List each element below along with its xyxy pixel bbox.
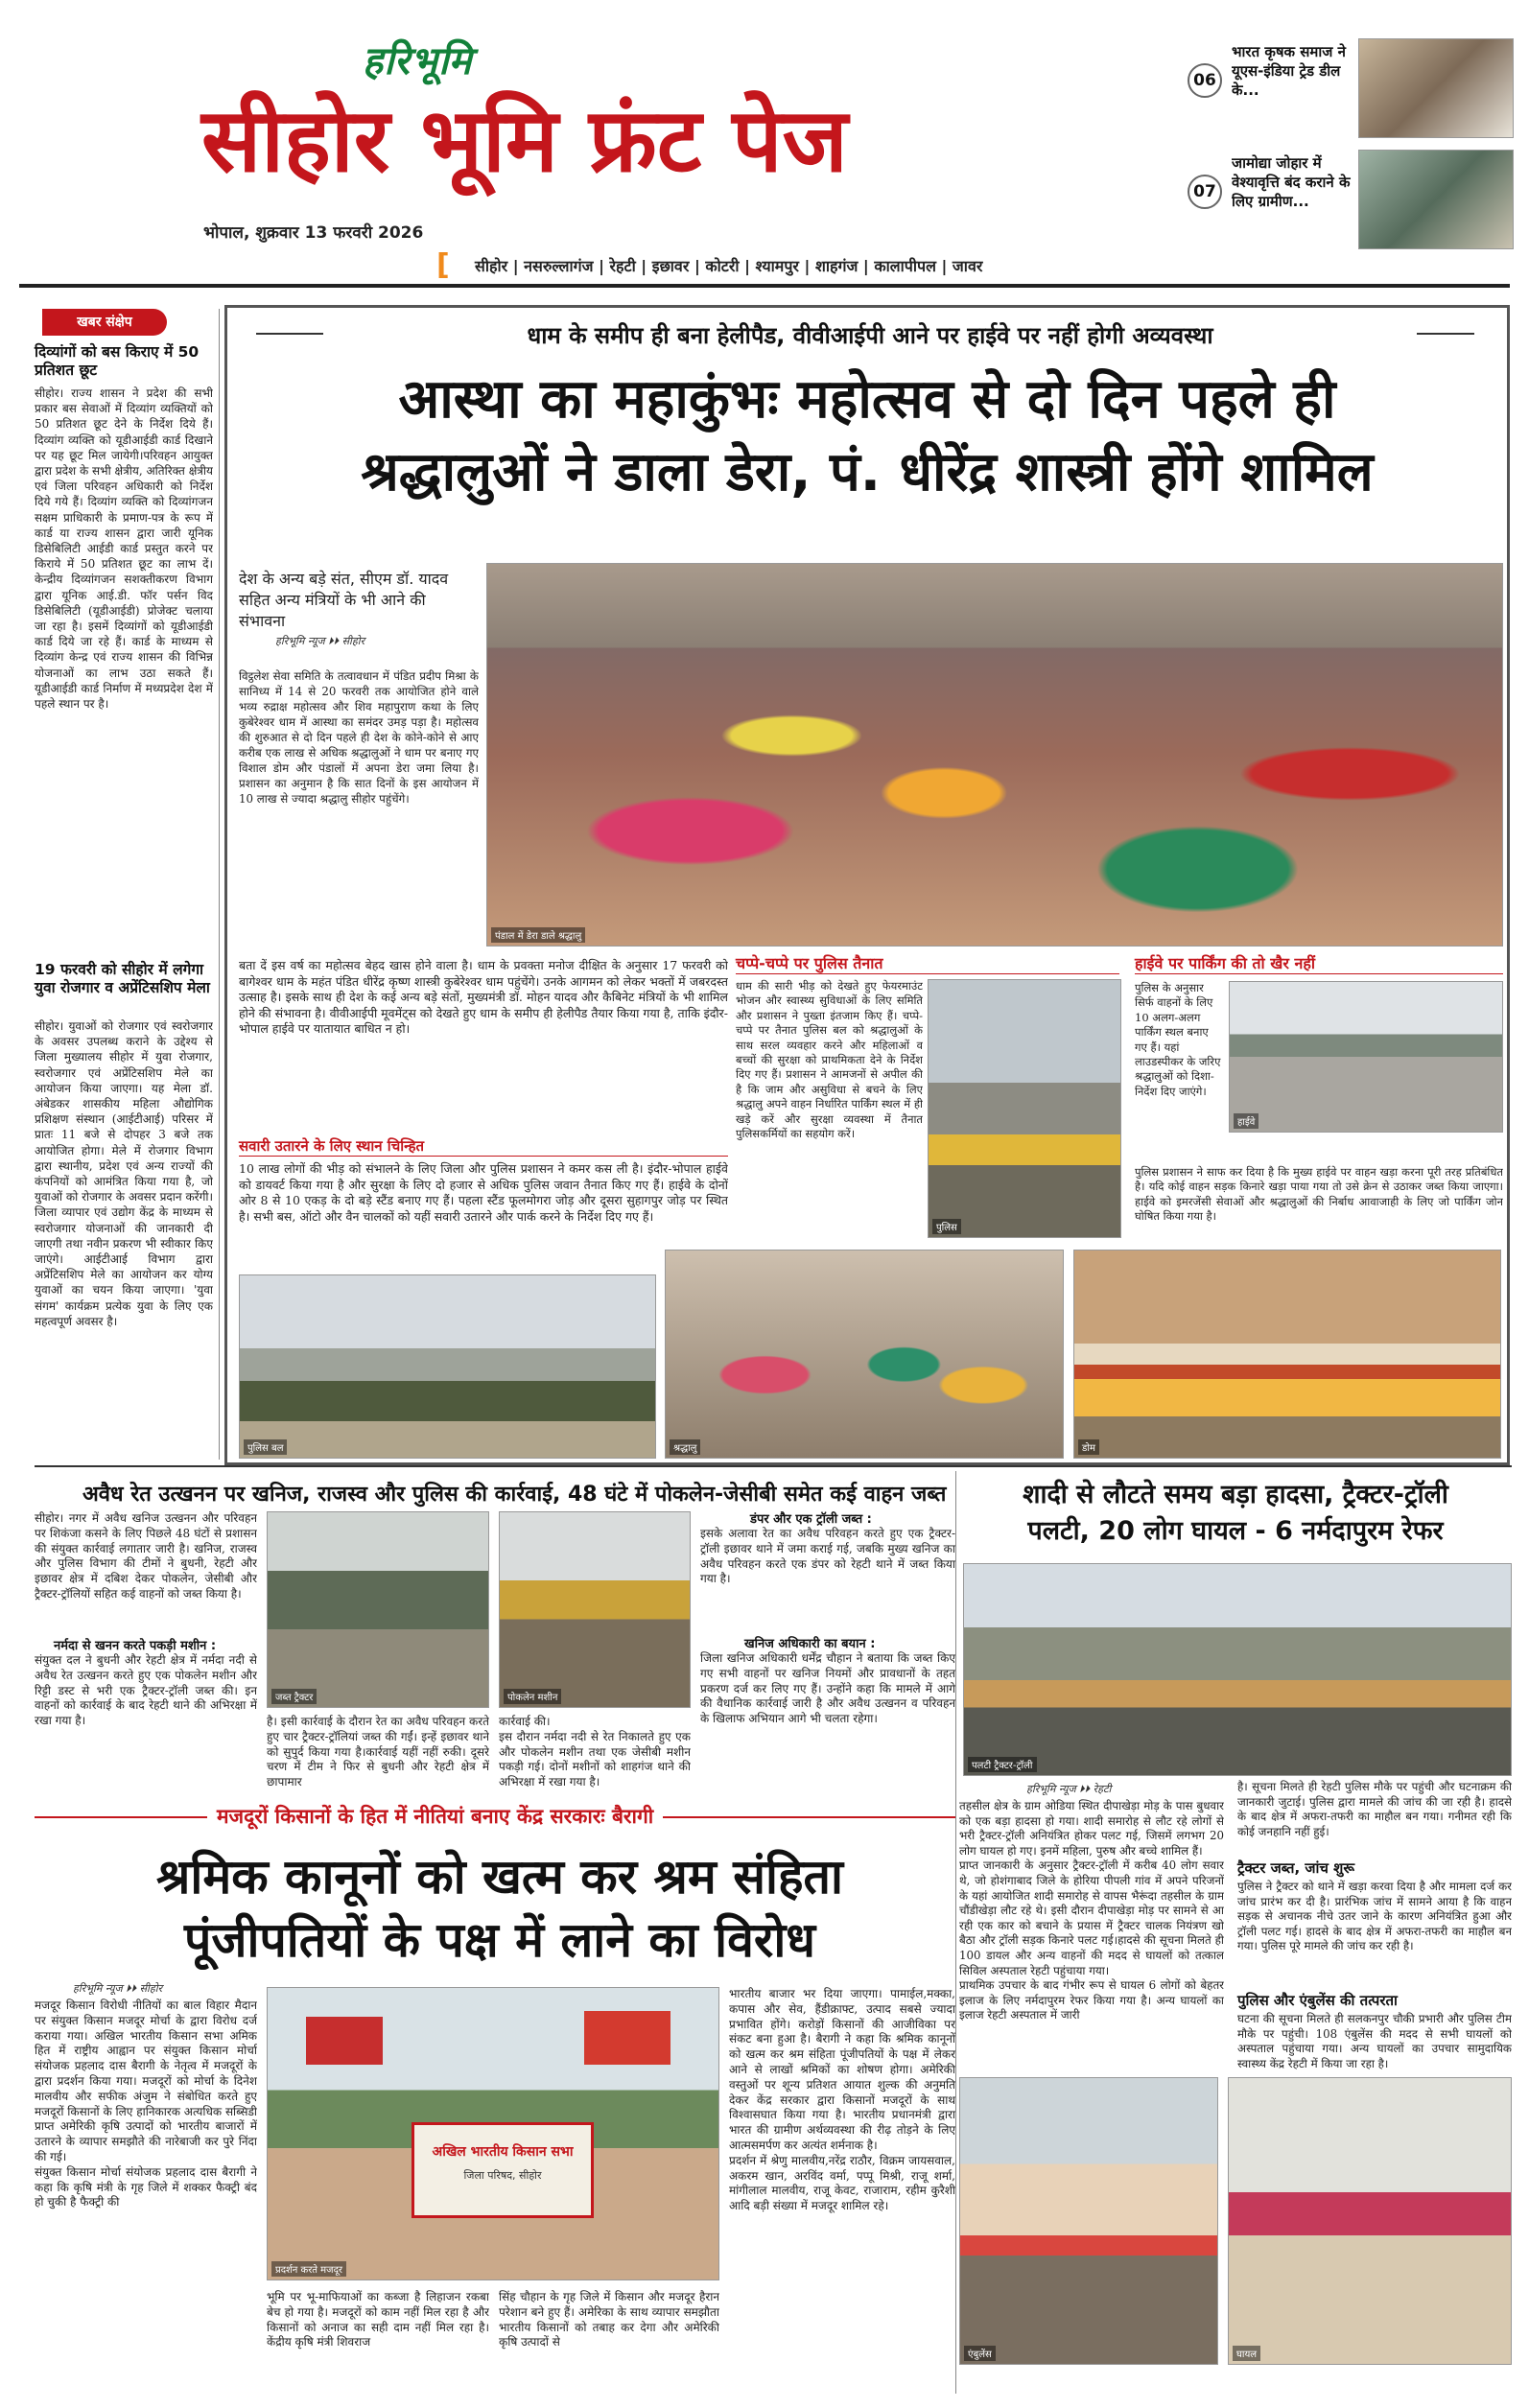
highway-photo	[1229, 981, 1503, 1133]
labour-body: मजदूर किसान विरोधी नीतियों का बाल विहार मैदान पर संयुक्त किसान मजदूर मोर्चा के द्वारा विरोध दर्ज कराया गया। अखिल भारतीय किसान सभा अमिक हित में राष्ट्रीय आह्वान पर संयुक्त किसान मोर्चा संयोजक प्रहलाद दास बैरागी के नेतृत्व में मजदूरों के द्वारा प्रदर्शन किया गया। मजदूरों को मोर्चा के दिनेश मालवीय और सफीक अंजुम ने संबोधित करते हुए मजदूरों किसानों के लिए हानिकारक अत्यधिक सब्सिडी प्राप्त अमेरिकी कृषि उत्पादों को भारतीय बाजारों में उतारने के व्यापार समझौते की नारेबाजी कर पुरे निंदा की गई। संयुक्त किसान मोर्चा संयोजक प्रहलाद दास बैरागी ने कहा कि कृषि मंत्री के गृह जिले में शक्कर फैक्ट्री बंद हो चुकी है फैक्ट्री की	[35, 1999, 257, 2209]
police-box	[736, 952, 1121, 1240]
photo-caption: प्रदर्शन करते मजदूर	[271, 2261, 346, 2277]
teaser-photo	[1358, 38, 1514, 138]
brief-item-title: 19 फरवरी को सीहोर में लगेगा युवा रोजगार व अप्रेंटिसशिप मेला	[35, 961, 210, 996]
town-item[interactable]: रेहटी	[609, 257, 636, 275]
teaser-text: जामोद्या जोहार में वेश्यावृत्ति बंद कराने के लिए ग्रामीण...	[1232, 154, 1351, 210]
teaser-text: भारत कृषक समाज ने यूएस-इंडिया ट्रेड डील के...	[1232, 43, 1346, 99]
accident-headline: शादी से लौटते समय बड़ा हादसा, ट्रैक्टर-ट्रॉली	[1023, 1480, 1448, 1509]
sand-body: है। इसी कार्रवाई के दौरान रेत का अवैध परिवहन करते हुए चार ट्रैक्टर-ट्रॉलियां जब्त की गईं। इन्हें इछावर थाने को सुपुर्द किया गया है।कार्रवाई यहीं नहीं रुकी। दूसरे चरण में टीम ने फिर से बुधनी और रेहटी क्षेत्र में छापामार	[267, 1715, 489, 1789]
sand-body: इसके अलावा रेत का अवैध परिवहन करते हुए एक ट्रैक्टर-ट्रॉली इछावर थाने में जमा कराई गई, जबकि मुख्य खनिज का अवैध परिवहन करते एक डंपर को रेहटी थाने में जब्त किया गया है।	[700, 1527, 955, 1586]
photo-caption: पुलिस	[932, 1219, 961, 1234]
masthead	[0, 0, 1529, 288]
box-body: धाम की सारी भीड़ को देखते हुए फेयरमाउंट भोजन और स्वास्थ्य सुविधाओं के लिए समिति और प्रशासन ने पुख्ता इंतजाम किए हैं। चप्पे-चप्पे पर तैनात पुलिस बल को श्रद्धालुओं के साथ सरल व्यवहार करने और महिलाओं व बच्चों की सुरक्षा को प्राथमिकता देने के निर्देश दिए गए हैं। प्रशासन ने आमजनों से अपील की है कि जाम और असुविधा से बचने के लिए श्रद्धालु अपने वाहन निर्धारित पार्किंग स्थल में ही खड़े करें और सुरक्षा व्यवस्था में तैनात पुलिसकर्मियों का सहयोग करें।	[736, 979, 923, 1141]
photo-caption: पोकलेन मशीन	[504, 1689, 561, 1704]
accident-headline: पलटी, 20 लोग घायल - 6 नर्मदापुरम रेफर	[1027, 1516, 1444, 1546]
lead-deck: देश के अन्य बड़े संत, सीएम डॉ. यादव सहित अन्य मंत्रियों के भी आने की संभावना	[239, 570, 449, 630]
accident-story	[959, 1471, 1512, 2394]
brief-item-title: दिव्यांगों को बस किराए में 50 प्रतिशत छूट	[35, 343, 200, 379]
lead-body: बता दें इस वर्ष का महोत्सव बेहद खास होने वाला है। धाम के प्रवक्ता मनोज दीक्षित के अनुसार 17 फरवरी को बागेश्वर धाम के महंत पंडित धीरेंद्र कृष्ण शास्त्री कुबेरेश्वर धाम पहुंचेंगे। उनके आगमन को लेकर भक्तों में जबरदस्त उत्साह है। इसके साथ ही देश के कई अन्य बड़े संतों, मुख्यमंत्री डॉ. मोहन यादव और कैबिनेट मंत्रियों के भी शामिल होने की संभावना है। वीवीआईपी मूवमेंट्स को देखते हुए धाम के समीप ही हेलीपैड तैयार किया गया है, ताकि इंदौर-भोपाल हाईवे पर यातायात बाधित न हो।	[239, 958, 728, 1036]
photo-caption: पलटी ट्रैक्टर-ट्रॉली	[968, 1757, 1037, 1772]
dateline: भोपाल, शुक्रवार 13 फरवरी 2026	[203, 223, 424, 243]
accident-main-photo	[963, 1563, 1512, 1776]
town-item[interactable]: शाहगंज	[814, 257, 859, 275]
sand-body: जिला खनिज अधिकारी धर्मेंद्र चौहान ने बताया कि जब्त किए गए सभी वाहनों पर खनिज नियमों और प्रावधानों के तहत प्रकरण दर्ज कर लिए गए हैं। उन्होंने कहा कि मामले में आगे की वैधानिक कार्रवाई जारी है और अवैध उत्खनन व परिवहन के खिलाफ अभियान आगे भी चलता रहेगा।	[700, 1651, 955, 1726]
lead-main-photo	[486, 563, 1503, 947]
photo-caption: जब्त ट्रैक्टर	[271, 1689, 317, 1704]
photo-caption: पुलिस बल	[244, 1439, 287, 1455]
brief-item-body: सीहोर। राज्य शासन ने प्रदेश की सभी प्रकार बस सेवाओं में दिव्यांग व्यक्तियों को 50 प्रतिशत छूट देने के निर्देश दिये हैं। दिव्यांग व्यक्ति को यूडीआईडी कार्ड दिखाने पर यह छूट मिल जायेगी।परिवहन आयुक्त द्वारा प्रदेश के सभी क्षेत्रीय, अतिरिक्त क्षेत्रीय एवं जिला परिवहन अधिकारी को निर्देश दिये गये हैं। दिव्यांग व्यक्ति को दिव्यांगजन सक्षम प्राधिकारी के प्रमाण-पत्र के रूप में कार्ड या राज्य शासन द्वारा जारी यूनिक डिसेबिलिटी आईडी कार्ड प्रस्तुत करने पर किराये में 50 प्रतिशत छूट का लाभ दें।केन्द्रीय दिव्यांगजन सशक्तीकरण विभाग द्वारा यूनिक आई.डी. फॉर पर्सन विद डिसेबिलिटी (यूडीआईडी) प्रोजेक्ट चलाया जा रहा है। इसमें दिव्यांगों को यूडीआईडी कार्ड दिये जा रहे हैं। कार्ड के माध्यम से दिव्यांग केन्द्र एवं राज्य शासन की विभिन्न योजनाओं का लाभ उठा सकते हैं। यूडीआईडी कार्ड निर्माण में मध्यप्रदेश देश में पहले स्थान पर है।	[35, 386, 213, 712]
accident-byline: हरिभूमि न्यूज ⏵⏵ रेहटी	[1026, 1783, 1112, 1795]
sand-body: संयुक्त दल ने बुधनी और रेहटी क्षेत्र में नर्मदा नदी से अवैध रेत उत्खनन करते हुए एक पोकलेन मशीन और रिट्टी डस्ट से भरी एक ट्रैक्टर-ट्रॉली जब्त की। इन वाहनों को कार्रवाई के बाद रेहटी थाने की अभिरक्षा में रखा गया है।	[35, 1653, 257, 1728]
sand-photo	[499, 1511, 691, 1708]
town-item[interactable]: नसरुल्लागंज	[524, 257, 594, 275]
labour-story	[35, 1799, 955, 2394]
sand-body: कार्रवाई की। इस दौरान नर्मदा नदी से रेत निकालते हुए एक और पोकलेन मशीन तथा एक जेसीबी मशीन पकड़ी गई। दोनों मशीनों को शाहगंज थाने की अभिरक्षा में रखा गया है।	[499, 1715, 691, 1789]
lead-photo	[239, 1274, 656, 1459]
brief-item-body: सीहोर। युवाओं को रोजगार एवं स्वरोजगार के अवसर उपलब्ध कराने के उद्देश्य से जिला मुख्यालय सीहोर में युवा रोजगार, स्वरोजगार एवं अप्रेंटिसशिप मेले का आयोजन किया जाएगा। यह मेला डॉ. अंबेडकर शासकीय महिला औद्योगिक प्रशिक्षण संस्थान (आईटीआई) परिसर में प्रातः 11 बजे से दोपहर 3 बजे तक आयोजित होगा। मेले में रोजगार विभाग द्वारा स्थानीय, प्रदेश एवं अन्य राज्यों की कंपनियों को आमंत्रित किया गया है, जो युवाओं को रोजगार के अवसर प्रदान करेंगी। जिला व्यापार एवं उद्योग केंद्र के माध्यम से स्वरोजगार योजनाओं की जानकारी दी जाएगी तथा नवीन प्रकरण भी स्वीकार किए जाएंगे। आईटीआई विभाग द्वारा अप्रेंटिसशिप मेले का आयोजन कर योग्य युवाओं का चयन किया जाएगा। 'युवा संगम' कार्यक्रम प्रत्येक युवा के लिए एक महत्वपूर्ण अवसर है।	[35, 1019, 213, 1328]
labour-photo	[267, 1987, 719, 2280]
bracket-left: [	[436, 248, 450, 282]
teaser-2[interactable]	[1188, 150, 1514, 249]
teaser-1[interactable]	[1188, 38, 1514, 138]
sand-subhead: डंपर और एक ट्रॉली जब्त :	[750, 1512, 872, 1527]
lead-subhead	[239, 1136, 728, 1157]
accident-body: तहसील क्षेत्र के ग्राम ओडिया स्थित दीपाखेड़ा मोड़ के पास बुधवार को एक बड़ा हादसा हो गया। शादी समारोह से लौट रहे लोगों से भरी ट्रैक्टर-ट्रॉली अनियंत्रित होकर पलट गई, जिसमें लगभग 20 लोग घायल हो गए। इनमें महिला, पुरुष और बच्चे शामिल हैं। प्राप्त जानकारी के अनुसार ट्रैक्टर-ट्रॉली में करीब 40 लोग सवार थे, जो होशंगाबाद जिले के होरिया पीपली गांव में अपने परिजनों के यहां आयोजित शादी समारोह से वापस भैरूंदा तहसील के ग्राम चौंडीखेड़ा लौट रहे थे। इसी दौरान दीपाखेड़ा मोड़ पर सामने से आ रही एक कार को बचाने के प्रयास में ट्रैक्टर चालक नियंत्रण खो बैठा और ट्रॉली सड़क किनारे पलट गई।हादसे की सूचना मिलते ही 100 डायल और अन्य वाहनों की मदद से घायलों को तत्काल सिविल अस्पताल रेहटी पहुंचाया गया। प्राथमिक उपचार के बाद गंभीर रूप से घायल 6 लोगों को बेहतर इलाज के लिए नर्मदापुरम रेफर किया गया है। अन्य घायलों का इलाज रेहटी अस्पताल में जारी	[959, 1799, 1224, 2022]
banner-text: अखिल भारतीय किसान सभा	[432, 2144, 574, 2160]
labour-body: सिंह चौहान के गृह जिले में किसान और मजदूर हैरान परेशान बने हुए हैं। अमेरिका के साथ व्यापार समझौता भारतीय किसानों को तबाह कर देगा और अमेरिकी कृषि उत्पादों से	[499, 2290, 719, 2350]
box-title-rule	[1135, 973, 1503, 974]
teaser-photo	[1358, 150, 1514, 249]
lead-headline: श्रद्धालुओं ने डाला डेरा, पं. धीरेंद्र शास्त्री होंगे शामिल	[361, 441, 1374, 503]
page-title: सीहोर भूमि फ्रंट पेज	[201, 89, 848, 192]
photo-caption: श्रद्धालु	[670, 1439, 700, 1455]
accident-subhead: ट्रैक्टर जब्त, जांच शुरू	[1237, 1859, 1355, 1877]
labour-byline: हरिभूमि न्यूज ⏵⏵ सीहोर	[73, 1982, 163, 1995]
town-item[interactable]: सीहोर	[475, 257, 508, 275]
town-item[interactable]: कोटरी	[705, 257, 740, 275]
subhead-text: सवारी उतारने के लिए स्थान चिन्हित	[239, 1137, 425, 1155]
photo-caption: एंबुलेंस	[964, 2346, 996, 2361]
box-body: पुलिस प्रशासन ने साफ कर दिया है कि मुख्य हाईवे पर वाहन खड़ा करना पूरी तरह प्रतिबंधित है। यदि कोई वाहन सड़क किनारे खड़ा पाया गया तो उसे क्रेन से उठाकर जब्त किया जाएगा। हाईवे को इमरजेंसी सेवाओं और श्रद्धालुओं की निर्बाध आवाजाही के लिए जो पार्किंग जोन घोषित किया गया है।	[1135, 1165, 1503, 1224]
lead-body: विट्ठलेश सेवा समिति के तत्वावधान में पंडित प्रदीप मिश्रा के सानिध्य में 14 से 20 फरवरी तक आयोजित होने वाले भव्य रुद्राक्ष महोत्सव और शिव महापुराण कथा के लिए कुबेरेश्वर धाम में आस्था का समंदर उमड़ पड़ा है। महोत्सव की शुरुआत से दो दिन पहले ही देश के कोने-कोने से आए करीब एक लाख से अधिक श्रद्धालुओं ने धाम पर बनाए गए विशाल डोम और पंडालों में अपना डेरा जमा लिया है। प्रशासन का अनुमान है कि सात दिनों के इस आयोजन में 10 लाख से ज्यादा श्रद्धालु सीहोर पहुंचेंगे।	[239, 669, 479, 806]
teaser-page-badge: 06	[1188, 63, 1222, 98]
accident-body: है। सूचना मिलते ही रेहटी पुलिस मौके पर पहुंची और घटनाक्रम की जानकारी जुटाई। पुलिस द्वारा मामले की जांच की जा रही है। हादसे के बाद क्षेत्र में अफरा-तफरी का माहौल बन गया। गनीमत रही कि कोई जनहानि नहीं हुई।	[1237, 1780, 1512, 1838]
labour-headline: श्रमिक कानूनों को खत्म कर श्रम संहिता	[156, 1849, 843, 1905]
section-rule	[35, 1465, 1512, 1467]
column-divider	[219, 309, 220, 1460]
banner-sub: जिला परिषद, सीहोर	[463, 2169, 542, 2182]
sand-body: सीहोर। नगर में अवैध खनिज उत्खनन और परिवहन पर शिकंजा कसने के लिए पिछले 48 घंटों से प्रशासन की संयुक्त कार्रवाई लगातार जारी है। खनिज, राजस्व और पुलिस विभाग की टीमों ने बुधनी, रेहटी और इछावर क्षेत्र में दबिश देकर पोकलेन, जेसीबी और ट्रैक्टर-ट्रॉलियों सहित कई वाहनों को जब्त किया है।	[35, 1511, 257, 1601]
accident-photo	[1228, 2077, 1512, 2365]
lead-photo	[665, 1250, 1064, 1459]
towns-bar	[436, 248, 1511, 282]
column-divider	[955, 1471, 956, 2394]
labour-headline: पूंजीपतियों के पक्ष में लाने का विरोध	[183, 1912, 816, 1968]
sand-subhead: नर्मदा से खनन करते पकड़ी मशीन :	[54, 1639, 217, 1653]
protest-flag	[306, 2017, 383, 2065]
accident-photo	[959, 2077, 1218, 2365]
box-title: चप्पे-चप्पे पर पुलिस तैनात	[736, 954, 883, 972]
box-side: पुलिस के अनुसार सिर्फ वाहनों के लिए 10 अलग-अलग पार्किंग स्थल बनाए गए हैं। यहां लाउडस्पीकर के जरिए श्रद्धालुओं को दिशा-निर्देश दिए जाएंगे।	[1135, 981, 1221, 1098]
lead-headline: आस्था का महाकुंभः महोत्सव से दो दिन पहले ही	[398, 368, 1336, 431]
lead-story	[224, 305, 1510, 1465]
parking-box	[1135, 952, 1503, 1240]
labour-kicker: मजदूरों किसानों के हित में नीतियां बनाए केंद्र सरकारः बैरागी	[207, 1803, 663, 1830]
brief-column	[35, 309, 213, 1460]
protest-flag	[584, 2011, 670, 2065]
photo-caption: हाईवे	[1234, 1113, 1258, 1129]
lead-body: 10 लाख लोगों की भीड़ को संभालने के लिए जिला और पुलिस प्रशासन ने कमर कस ली है। इंदौर-भोपाल हाईवे को डायवर्ट किया गया है और सुरक्षा के लिए दो हजार से अधिक पुलिस जवान तैनात किए गए हैं। हाईवे के दोनों ओर 8 से 10 एकड़ के दो बड़े स्टैंड बनाए गए हैं। पहला स्टैंड फूलमोगरा जोड़ और दूसरा सुहागपुर जोड़ पर स्थित है। सभी बस, ऑटो और वैन चालकों को यहीं सवारी उतारने और पार्क करने के निर्देश दिए गए हैं।	[239, 1161, 728, 1224]
town-item[interactable]: श्यामपुर	[755, 257, 799, 275]
sand-story	[35, 1471, 955, 1807]
photo-caption: पंडाल में डेरा डाले श्रद्धालु	[491, 927, 585, 943]
brief-label: खबर संक्षेप	[42, 309, 167, 336]
town-item[interactable]: इछावर	[651, 257, 690, 275]
town-item[interactable]: जावर	[952, 257, 983, 275]
photo-caption: घायल	[1233, 2346, 1260, 2361]
labour-body: भूमि पर भू-माफियाओं का कब्जा है लिहाजन रकबा बेच हो गया है। मजदूरों को काम नहीं मिल रहा है और किसानों को अनाज का सही दाम नहीं मिल रहा है। केंद्रीय कृषि मंत्री शिवराज	[267, 2290, 489, 2350]
sand-headline: अवैध रेत उत्खनन पर खनिज, राजस्व और पुलिस की कार्रवाई, 48 घंटे में पोकलेन-जेसीबी समेत कई वाहन जब्त	[82, 1483, 947, 1507]
box-title: हाईवे पर पार्किंग की तो खैर नहीं	[1135, 954, 1315, 972]
lead-photo	[1073, 1250, 1501, 1459]
photo-caption: डोम	[1078, 1439, 1099, 1455]
masthead-rule	[19, 284, 1510, 288]
accident-subhead: पुलिस और एंबुलेंस की तत्परता	[1237, 1992, 1398, 2009]
brand-logo: हरिभूमि	[363, 39, 473, 83]
police-photo	[928, 979, 1121, 1238]
town-item[interactable]: कालापीपल	[874, 257, 936, 275]
box-title-rule	[736, 973, 1119, 974]
sand-subhead: खनिज अधिकारी का बयान :	[744, 1637, 876, 1651]
accident-body: पुलिस ने ट्रैक्टर को थाने में खड़ा करवा दिया है और मामला दर्ज कर जांच प्रारंभ कर दी है। प्रारंभिक जांच में सामने आया है कि वाहन सड़क से अचानक नीचे उतर जाने के कारण अनियंत्रित हुआ और ट्रॉली पलट गई। हादसे के बाद क्षेत्र में अफरा-तफरी का माहौल बन गया। पुलिस पूरे मामले की जांच कर रही है।	[1237, 1880, 1512, 1953]
town-list: सीहोर | नसरुल्लागंज | रेहटी | इछावर | कोटरी | श्यामपुर | शाहगंज | कालापीपल | जावर	[475, 257, 983, 275]
sand-photo	[267, 1511, 489, 1708]
labour-body: भारतीय बाजार भर दिया जाएगा। पामाईल,मक्का, कपास और सेव, हैंडीक्राफ्ट, उत्पाद सबसे ज्यादा प्रभावित होंगे। करोड़ों किसानों की आजीविका पर संकट बना हुआ है। बैरागी ने कहा कि श्रमिक कानूनों को खत्म कर श्रम संहिता पूंजीपतियों के पक्ष में लेकर आने से लाखों श्रमिकों का शोषण होगा। अमेरिकी वस्तुओं पर शून्य प्रतिशत आयात शुल्क की अनुमति देकर केंद्र सरकार द्वारा किसानों मजदूरों के साथ विश्वासघात किया गया है। भारतीय प्रधानमंत्री द्वारा भारत की ग्रामीण अर्थव्यवस्था की रीढ़ तोड़ने के लिए आत्मसमर्पण कर अत्यंत शर्मनाक है। प्रदर्शन में श्रेणु मालवीय,नरेंद्र राठौर, विक्रम जायसवाल, अकरम खान, अरविंद वर्मा, पप्पू मिश्री, राजू शर्मा, मांगीलाल मालवीय, राजू केवट, राजाराम, रहीम कुरैशी आदि बड़ी संख्या में मजदूर शामिल रहे।	[729, 1987, 955, 2213]
teaser-page-badge: 07	[1188, 175, 1222, 209]
kicker-text: धाम के समीप ही बना हेलीपैड, वीवीआईपी आने पर हाईवे पर नहीं होगी अव्यवस्था	[323, 319, 1417, 351]
protest-banner	[412, 2122, 594, 2218]
accident-body: घटना की सूचना मिलते ही सलकनपुर चौकी प्रभारी और पुलिस टीम मौके पर पहुंची। 108 एंबुलेंस की मदद से सभी घायलों को अस्पताल पहुंचाया गया। अन्य घायलों का उपचार सामुदायिक स्वास्थ्य केंद्र रेहटी में किया जा रहा है।	[1237, 2012, 1512, 2070]
lead-kicker	[227, 308, 1507, 360]
lead-byline: हरिभूमि न्यूज ⏵⏵ सीहोर	[275, 635, 365, 647]
